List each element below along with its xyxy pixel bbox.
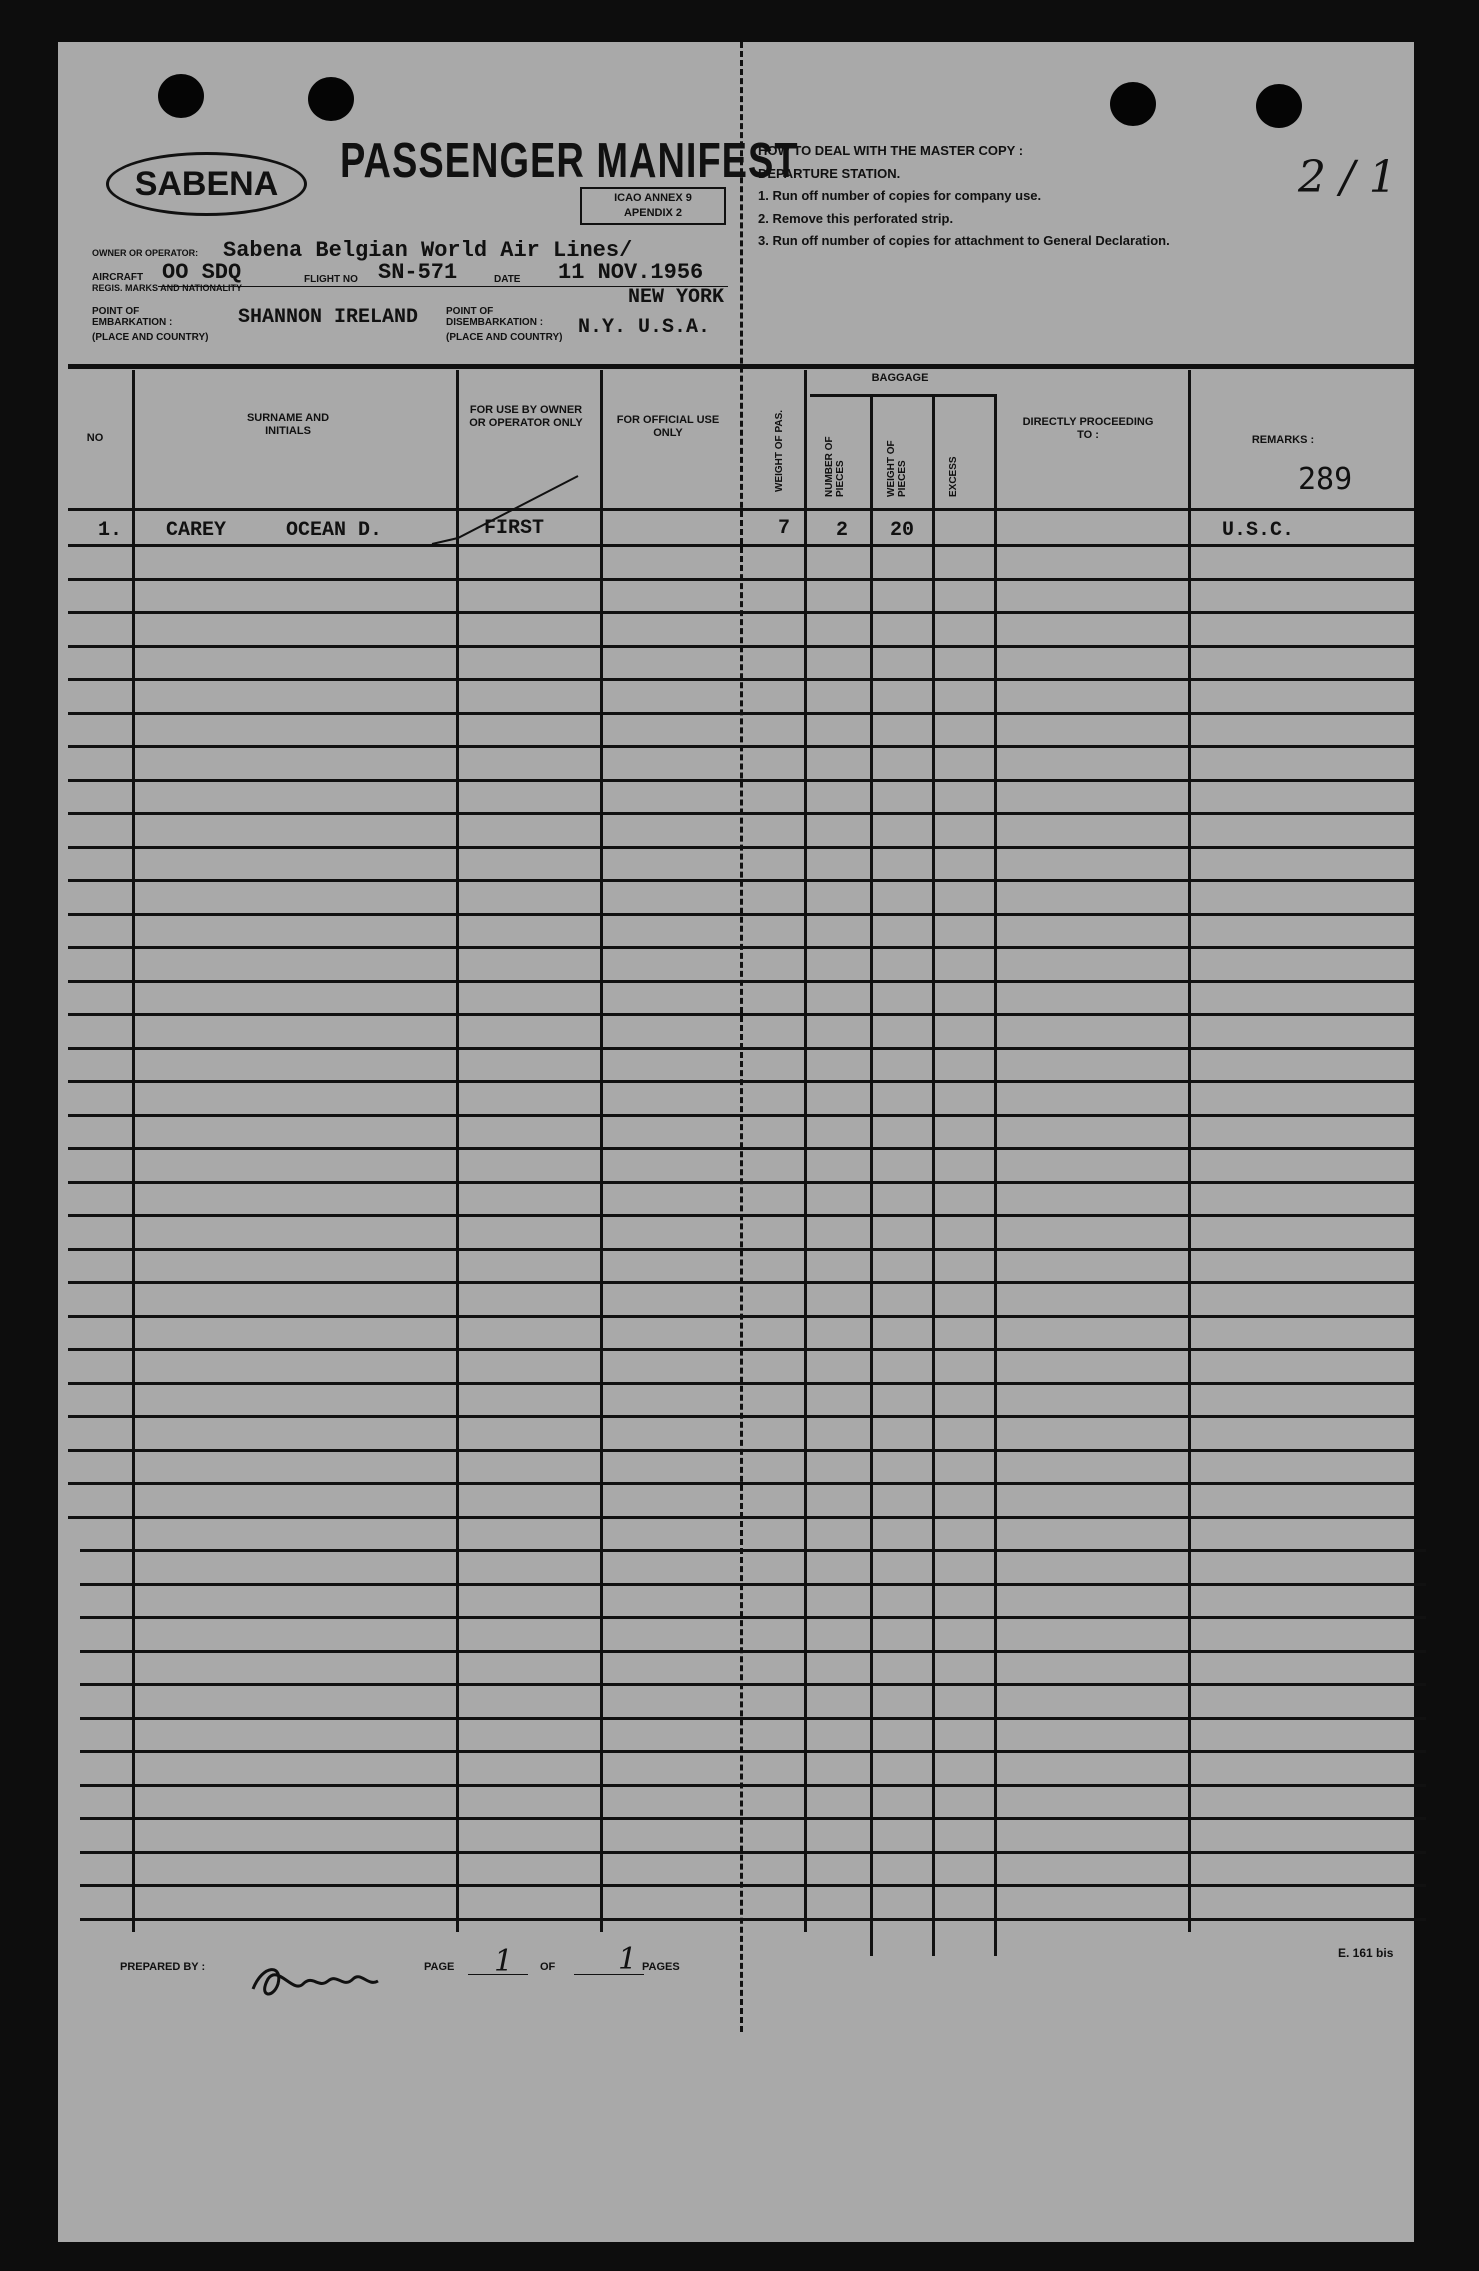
aircraft-label: AIRCRAFT <box>92 272 144 283</box>
aircraft-value: OO SDQ <box>162 260 242 285</box>
col-header-proceeding: DIRECTLY PROCEEDING TO : <box>1022 416 1154 441</box>
table-row-rule <box>68 1382 1414 1385</box>
disembarkation-sub-label: (PLACE AND COUNTRY) <box>446 332 563 343</box>
punch-hole <box>158 74 204 118</box>
row-1-surname: CAREY <box>166 519 227 542</box>
signature-image <box>243 1959 413 2009</box>
table-row-rule <box>68 980 1414 983</box>
table-column-rule <box>870 394 873 1956</box>
table-row-rule <box>80 1549 1426 1552</box>
page-value: 1 <box>494 1944 514 1979</box>
instructions-station: DEPARTURE STATION. <box>758 165 901 181</box>
col-header-baggage: BAGGAGE <box>871 372 929 384</box>
col-header-bag-weight: WEIGHT OF PIECES <box>886 440 908 497</box>
form-code: E. 161 bis <box>1338 1946 1394 1960</box>
row-1-bag-number: 2 <box>836 519 849 542</box>
table-row-rule <box>68 1181 1414 1184</box>
table-column-rule <box>600 370 603 1932</box>
remarks-number: 289 <box>1298 462 1353 497</box>
table-row-rule <box>68 1114 1414 1117</box>
table-column-rule <box>456 370 459 1932</box>
table-column-rule <box>932 394 935 1956</box>
table-row-rule <box>68 1315 1414 1318</box>
table-column-rule <box>132 370 135 1932</box>
table-row-rule <box>68 678 1414 681</box>
punch-hole <box>1256 84 1302 128</box>
table-row-rule <box>68 745 1414 748</box>
table-header-rule <box>68 508 1414 511</box>
table-row-rule <box>80 1650 1426 1653</box>
col-header-surname: SURNAME AND INITIALS <box>246 412 330 437</box>
table-row-rule <box>68 913 1414 916</box>
table-row-rule <box>68 1281 1414 1284</box>
col-header-bag-excess: EXCESS <box>948 456 959 497</box>
col-header-no: NO <box>86 432 104 444</box>
table-row-rule <box>80 1918 1426 1921</box>
icao-line-2: APENDIX 2 <box>623 207 683 219</box>
table-row-rule <box>68 645 1414 648</box>
page-title: PASSENGER MANIFEST <box>340 134 799 189</box>
table-row-rule <box>80 1616 1426 1619</box>
table-row-rule <box>68 812 1414 815</box>
table-row-rule <box>80 1851 1426 1854</box>
instruction-item: 2. Remove this perforated strip. <box>758 210 954 226</box>
table-row-rule <box>68 1214 1414 1217</box>
owner-value: Sabena Belgian World Air Lines/ <box>223 238 633 263</box>
pages-label: PAGES <box>642 1961 680 1973</box>
icao-line-1: ICAO ANNEX 9 <box>614 192 692 204</box>
date-value: 11 NOV.1956 <box>558 260 704 285</box>
col-header-official-use: FOR OFFICIAL USE ONLY <box>616 414 720 439</box>
table-row-rule <box>68 544 1414 547</box>
table-row-rule <box>80 1683 1426 1686</box>
perforation-line <box>740 42 743 2032</box>
table-row-rule <box>68 611 1414 614</box>
checkmark-stroke <box>428 472 588 552</box>
row-1-remarks: U.S.C. <box>1222 519 1295 542</box>
table-column-rule <box>804 370 807 1932</box>
punch-hole <box>308 77 354 121</box>
table-row-rule <box>68 1449 1414 1452</box>
table-row-rule <box>68 1013 1414 1016</box>
table-row-rule <box>80 1817 1426 1820</box>
table-row-rule <box>68 1482 1414 1485</box>
col-header-remarks: REMARKS : <box>1251 434 1315 446</box>
row-1-bag-weight: 20 <box>890 519 915 542</box>
table-row-rule <box>68 1348 1414 1351</box>
table-row-rule <box>68 1047 1414 1050</box>
table-row-rule <box>68 1248 1414 1251</box>
table-row-rule <box>68 1147 1414 1150</box>
prepared-by-label: PREPARED BY : <box>120 1961 206 1973</box>
row-1-owner-use: FIRST <box>484 517 545 540</box>
table-row-rule <box>68 1516 1414 1519</box>
pages-value: 1 <box>618 1942 638 1977</box>
disembarkation-value-1: NEW YORK <box>628 286 725 309</box>
icao-annex-box <box>580 187 726 225</box>
of-label: OF <box>540 1961 556 1973</box>
disembarkation-value-2: N.Y. U.S.A. <box>578 316 711 339</box>
instruction-item: 1. Run off number of copies for company use. <box>758 188 1042 203</box>
disembarkation-label: POINT OF DISEMBARKATION : <box>446 306 544 328</box>
table-row-rule <box>80 1583 1426 1586</box>
table-row-rule <box>68 846 1414 849</box>
embarkation-value: SHANNON IRELAND <box>238 306 419 329</box>
date-label: DATE <box>494 274 521 285</box>
punch-hole <box>1110 82 1156 126</box>
table-row-rule <box>68 1080 1414 1083</box>
row-1-no: 1. <box>98 519 123 542</box>
table-row-rule <box>80 1884 1426 1887</box>
baggage-group-rule <box>810 394 994 397</box>
flight-value: SN-571 <box>378 260 458 285</box>
owner-label: OWNER OR OPERATOR: <box>92 248 199 258</box>
manifest-sheet <box>58 42 1414 2242</box>
instructions-heading: HOW TO DEAL WITH THE MASTER COPY : <box>758 143 1024 158</box>
table-row-rule <box>80 1784 1426 1787</box>
page-underline <box>468 1974 528 1975</box>
table-row-rule <box>80 1717 1426 1720</box>
table-row-rule <box>68 779 1414 782</box>
embarkation-sub-label: (PLACE AND COUNTRY) <box>92 332 209 343</box>
handwritten-page-mark: 2 / 1 <box>1298 152 1397 203</box>
row-1-weight: 7 <box>778 517 791 540</box>
aircraft-sub-label: REGIS. MARKS AND NATIONALITY <box>92 283 242 293</box>
pages-underline <box>574 1974 644 1975</box>
flight-label: FLIGHT NO <box>304 274 358 285</box>
master-copy-instructions <box>758 140 1170 253</box>
table-row-rule <box>68 946 1414 949</box>
table-row-rule <box>68 712 1414 715</box>
embarkation-label: POINT OF EMBARKATION : <box>92 306 173 328</box>
table-row-rule <box>68 879 1414 882</box>
col-header-owner-use: FOR USE BY OWNER OR OPERATOR ONLY <box>469 404 583 429</box>
col-header-bag-number: NUMBER OF PIECES <box>824 436 846 497</box>
page-label: PAGE <box>424 1961 455 1973</box>
table-column-rule <box>1188 370 1191 1932</box>
table-top-rule <box>68 364 1414 369</box>
table-row-rule <box>80 1750 1426 1753</box>
table-row-rule <box>68 578 1414 581</box>
col-header-weight: WEIGHT OF PAS. <box>774 409 785 492</box>
instruction-item: 3. Run off number of copies for attachment to General Declaration. <box>758 233 1170 248</box>
table-column-rule <box>994 394 997 1956</box>
row-1-initials: OCEAN D. <box>286 519 383 542</box>
table-row-rule <box>68 1415 1414 1418</box>
sabena-logo: SABENA <box>106 152 307 216</box>
